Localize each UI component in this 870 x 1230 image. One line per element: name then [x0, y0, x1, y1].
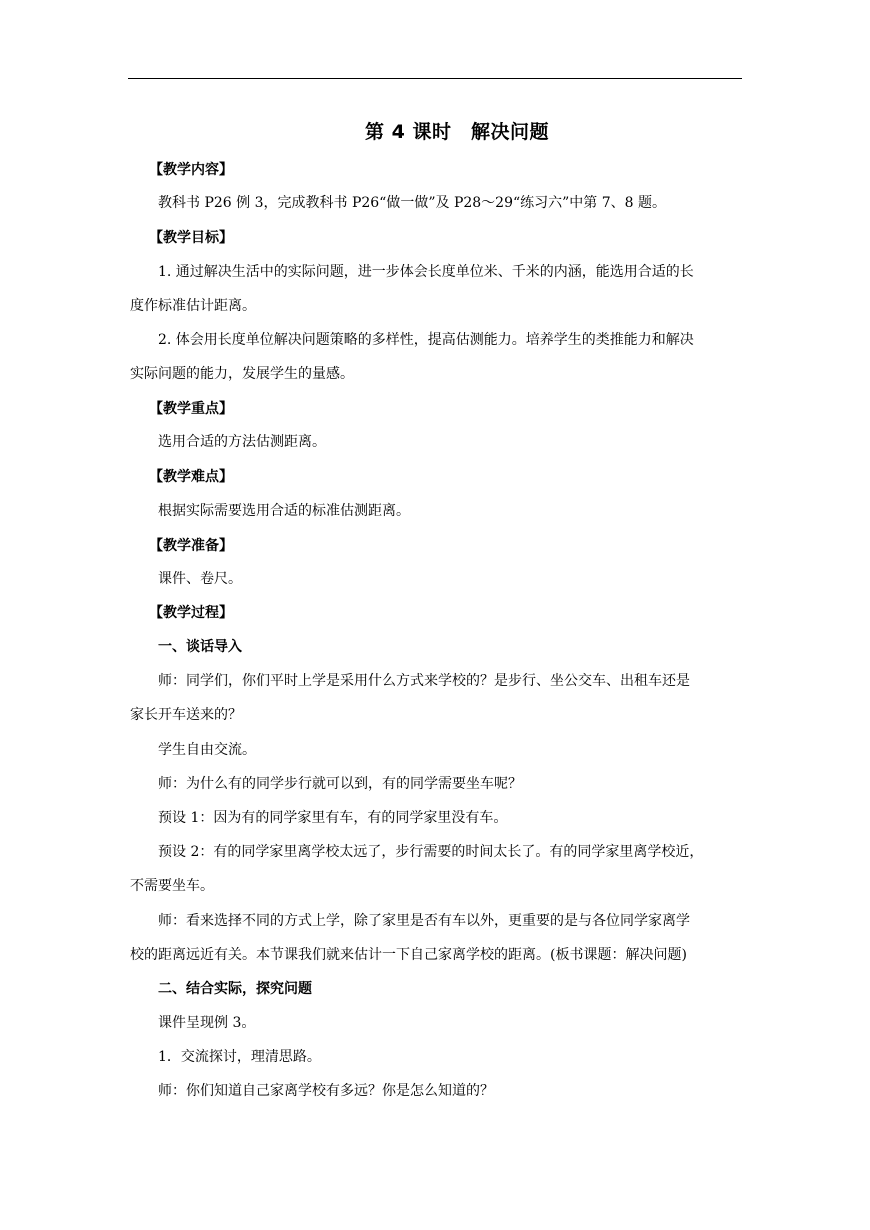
paragraph-1-line-1: 师：同学们，你们平时上学是采用什么方式来学校的？是步行、坐公交车、出租车还是 — [158, 673, 690, 689]
goal-1-line-2: 度作标准估计距离。 — [130, 298, 256, 314]
paragraph-6-line-1: 师：看来选择不同的方式上学，除了家里是否有车以外，更重要的是与各位同学家离学 — [158, 913, 690, 929]
heading-content: 【教学内容】 — [149, 162, 233, 178]
heading-difficulty: 【教学难点】 — [149, 469, 233, 485]
section-2-heading: 二、结合实际，探究问题 — [158, 981, 312, 997]
paragraph-7: 课件呈现例 3。 — [158, 1015, 256, 1031]
paragraph-2: 学生自由交流。 — [158, 742, 256, 758]
header-rule — [128, 78, 742, 79]
paragraph-5-line-2: 不需要坐车。 — [130, 878, 214, 894]
content-text: 教科书 P26 例 3，完成教科书 P26“做一做”及 P28～29“练习六”中第 7、8 题。 — [158, 195, 667, 211]
prep-text: 课件、卷尺。 — [158, 571, 242, 587]
heading-goal: 【教学目标】 — [149, 230, 233, 246]
page-title: 第 4 课时 解决问题 — [365, 121, 549, 143]
heading-key: 【教学重点】 — [149, 401, 233, 417]
key-text: 选用合适的方法估测距离。 — [158, 434, 326, 450]
difficulty-text: 根据实际需要选用合适的标准估测距离。 — [158, 503, 410, 519]
heading-process: 【教学过程】 — [149, 605, 233, 621]
section-1-heading: 一、谈话导入 — [158, 639, 242, 655]
goal-1-line-1: 1. 通过解决生活中的实际问题，进一步体会长度单位米、千米的内涵，能选用合适的长 — [158, 264, 694, 280]
paragraph-4: 预设 1：因为有的同学家里有车，有的同学家里没有车。 — [158, 810, 508, 826]
paragraph-5-line-1: 预设 2：有的同学家里离学校太远了，步行需要的时间太长了。有的同学家里离学校近， — [158, 844, 704, 860]
paragraph-9: 师：你们知道自己家离学校有多远？你是怎么知道的？ — [158, 1083, 494, 1099]
paragraph-6-line-2: 校的距离远近有关。本节课我们就来估计一下自己家离学校的距离。(板书课题：解决问题) — [130, 947, 687, 963]
goal-2-line-1: 2. 体会用长度单位解决问题策略的多样性，提高估测能力。培养学生的类推能力和解决 — [158, 332, 694, 348]
paragraph-1-line-2: 家长开车送来的？ — [130, 707, 242, 723]
paragraph-3: 师：为什么有的同学步行就可以到，有的同学需要坐车呢？ — [158, 776, 522, 792]
paragraph-8: 1．交流探讨，理清思路。 — [158, 1049, 321, 1065]
goal-2-line-2: 实际问题的能力，发展学生的量感。 — [130, 366, 354, 382]
heading-prep: 【教学准备】 — [149, 538, 233, 554]
